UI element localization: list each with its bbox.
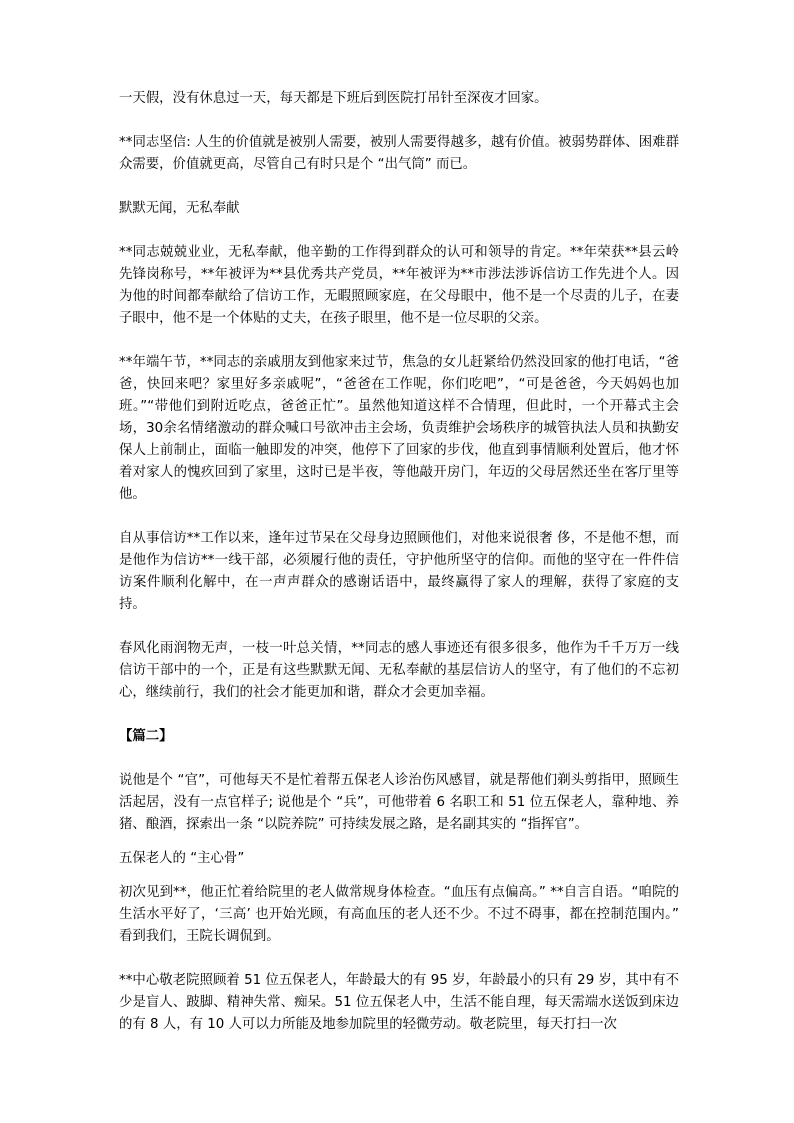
paragraph-2: **同志坚信: 人生的价值就是被别人需要，被别人需要得越多，越有价值。被弱势群体、困难群众需要，价值就更高，尽管自己有时只是个 “出气筒” 而已。	[119, 135, 679, 172]
paragraph-7: 春风化雨润物无声，一枝一叶总关情，**同志的感人事迹还有很多很多，他作为千千万万一线信访干部中的一个，正是有这些默默无闻、无私奉献的基层信访人的坚守，有了他们的不忘初心，继续前行，我们的社会才能更加和谐，群众才会更加幸福。	[119, 641, 679, 700]
section-heading-silent-dedication: 默默无闻，无私奉献	[119, 201, 240, 216]
paragraph-5: **年端午节，**同志的亲戚朋友到他家来过节，焦急的女儿赶紧给仍然没回家的他打电话，“爸爸，快回来吧？家里好多亲戚呢”，“爸爸在工作呢，你们吃吧”，“可是爸爸，今天妈妈也加班。”“带他们到附近吃点，爸爸正忙”。虽然他知道这样不合情理，但此时，一个开幕式主会场，30余名情绪激动的群众喊口号欲冲击主会场，负责维护会场秩序的城管执法人员和执勤安保人上前制止，面临一触即发的冲突，他停下了回家的步伐，他直到事情顺利处置后，他才怀着对家人的愧疚回到了家里，这时已是半夜，等他敲开房门，年迈的父母居然还坐在客厅里等他。	[119, 355, 679, 502]
document-page	[119, 88, 679, 1036]
section-heading-part-two: 【篇二】	[119, 729, 173, 744]
paragraph-11: 初次见到**，他正忙着给院里的老人做常规身体检查。“血压有点偏高。” **自言自语。“咱院的生活水平好了，‘三高’ 也开始光顾，有高血压的老人还不少。不过不碍事，都在控制范围内。” 看到我们，王院长调侃到。	[119, 885, 679, 944]
paragraph-9: 说他是个 “官”，可他每天不是忙着帮五保老人诊治伤风感冒，就是帮他们剃头剪指甲，照顾生活起居，没有一点官样子; 说他是个 “兵”，可他带着 6 名职工和 51 位五保老人，靠种地、养猪、酿酒，探索出一条 “以院养院” 可持续发展之路，是名副其实的 “指挥官”。	[119, 773, 679, 832]
section-heading-backbone: 五保老人的 “主心骨”	[119, 851, 245, 866]
paragraph-1: 一天假，没有休息过一天，每天都是下班后到医院打吊针至深夜才回家。	[119, 91, 548, 106]
paragraph-12: **中心敬老院照顾着 51 位五保老人，年龄最大的有 95 岁，年龄最小的只有 29 岁，其中有不少是盲人、跛脚、精神失常、痴呆。51 位五保老人中，生活不能自理，每天需端水送饭到床边的有 8 人，有 10 人可以力所能及地参加院里的轻微劳动。敬老院里，每天打扫一次	[119, 973, 679, 1032]
paragraph-6: 自从事信访**工作以来，逢年过节呆在父母身边照顾他们，对他来说很奢 侈，不是他不想，而是他作为信访**一线干部，必须履行他的责任，守护他所坚守的信仰。而他的坚守在一件件信访案件顺利化解中，在一声声群众的感谢话语中，最终赢得了家人的理解，获得了家庭的支持。	[119, 531, 679, 612]
paragraph-4: **同志兢兢业业，无私奉献，他辛勤的工作得到群众的认可和领导的肯定。**年荣获**县云岭先锋岗称号，**年被评为**县优秀共产党员，**年被评为**市涉法涉诉信访工作先进个人。因为他的时间都奉献给了信访工作，无暇照顾家庭，在父母眼中，他不是一个尽责的儿子，在妻子眼中，他不是一个体贴的丈夫，在孩子眼里，他不是一位尽职的父亲。	[119, 245, 679, 326]
